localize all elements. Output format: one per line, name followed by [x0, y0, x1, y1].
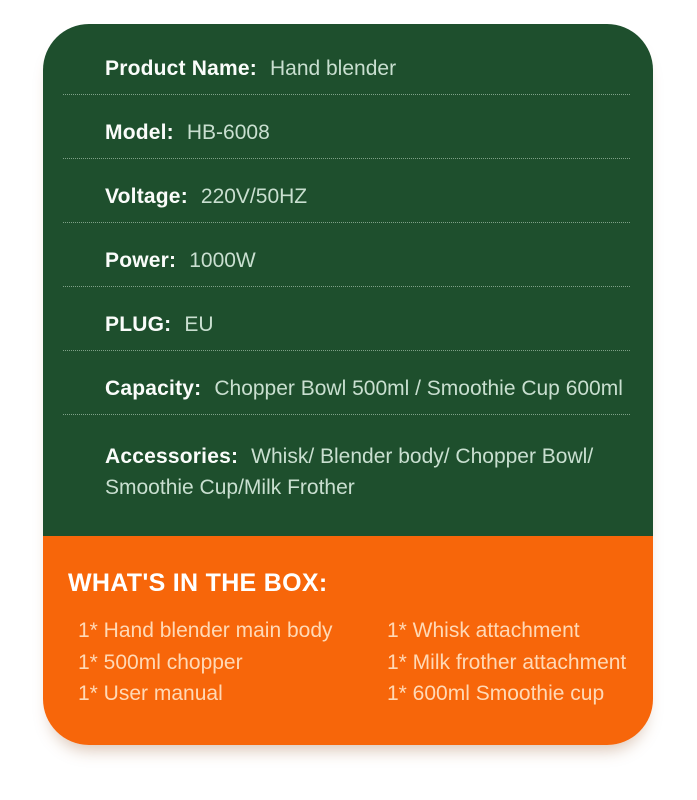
- product-spec-card: [43, 24, 653, 745]
- spec-value: Chopper Bowl 500ml / Smoothie Cup 600ml: [214, 377, 623, 400]
- spec-text: [105, 57, 625, 81]
- spec-text: [105, 185, 625, 209]
- spec-value: HB-6008: [186, 121, 270, 144]
- spec-label: Power:: [105, 249, 177, 272]
- spec-row-product-name: [63, 31, 630, 95]
- spec-section: [43, 24, 653, 536]
- spec-row-voltage: [63, 159, 630, 223]
- spec-row-accessories: [63, 415, 630, 516]
- box-item: 1* Milk frother attachment: [387, 650, 627, 674]
- spec-label: Voltage:: [105, 185, 188, 208]
- spec-row-capacity: [63, 351, 630, 415]
- spec-value: 1000W: [189, 249, 256, 272]
- whats-in-the-box-section: [43, 536, 653, 745]
- spec-text: [105, 377, 625, 401]
- spec-label: PLUG:: [105, 313, 172, 336]
- box-item: 1* Hand blender main body: [78, 619, 333, 642]
- spec-row-power: [63, 223, 630, 287]
- spec-value: EU: [184, 313, 214, 336]
- box-item: 1* Whisk attachment: [387, 619, 580, 642]
- box-item: 1* 600ml Smoothie cup: [387, 682, 605, 705]
- box-item: 1* User manual: [78, 682, 223, 705]
- spec-text: [105, 313, 625, 337]
- spec-row-plug: [63, 287, 630, 351]
- spec-text: [105, 249, 625, 273]
- spec-label: Product Name:: [105, 57, 257, 80]
- box-title: WHAT'S IN THE BOX:: [68, 569, 328, 597]
- spec-value: Hand blender: [269, 57, 397, 80]
- spec-text: [105, 121, 625, 145]
- spec-label: Capacity:: [105, 377, 202, 400]
- box-item: 1* 500ml chopper: [78, 650, 243, 674]
- spec-value: 220V/50HZ: [200, 185, 308, 208]
- box-item-grid: [68, 615, 633, 710]
- spec-label: Model:: [105, 121, 174, 144]
- spec-text: [105, 441, 625, 503]
- spec-row-model: [63, 95, 630, 159]
- spec-value: Whisk/ Blender body/ Chopper Bowl/ Smoothie Cup/Milk Frother: [105, 445, 594, 499]
- spec-label: Accessories:: [105, 445, 239, 468]
